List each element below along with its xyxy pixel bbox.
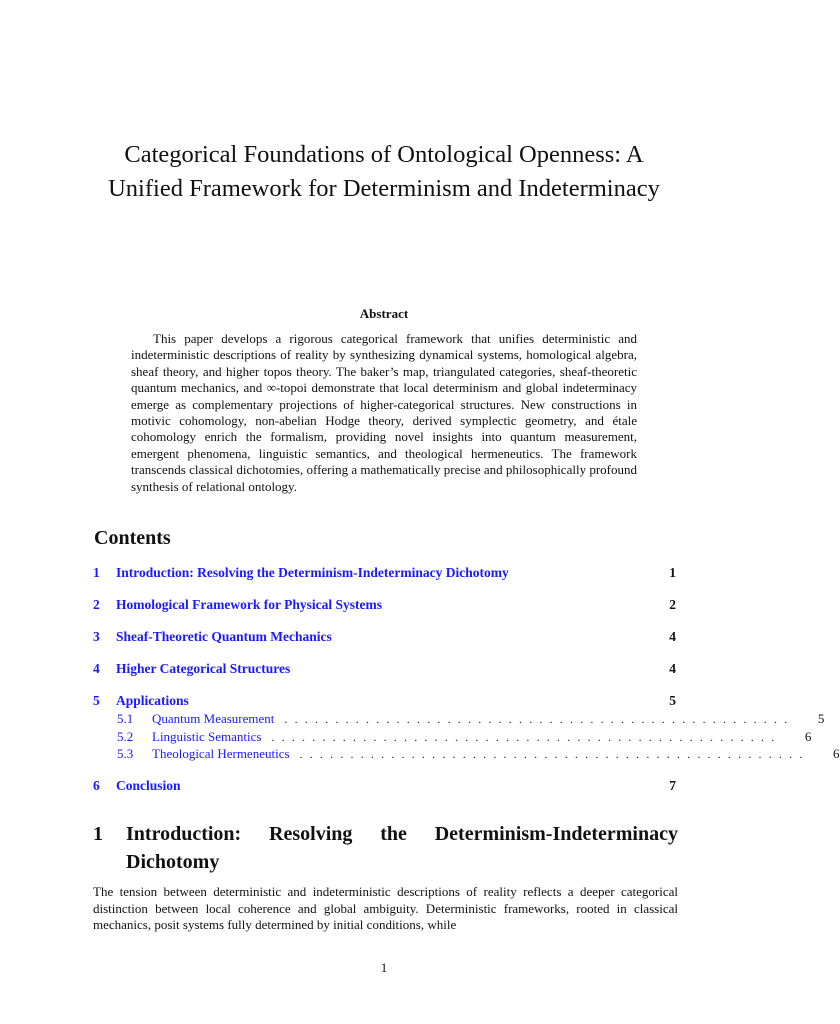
toc-entry-4[interactable]	[93, 661, 676, 679]
abstract-text: This paper develops a rigorous categorical framework that unifies deterministic and indeterministic descriptions of reality by synthesizing dynamical systems, homological algebra, sheaf theory, and higher topos theory. The baker’s map, triangulated categories, sheaf-theoretic quantum mechanics, and ∞-topoi demonstrate that local determinism and global indeterminacy emerge as complementary projections of higher-categorical structures. New constructions in motivic cohomology, non-abelian Hodge theory, derived symplectic geometry, and étale cohomology enrich the formalism, providing novel insights into quantum measurement, emergent phenomena, linguistic semantics, and theological hermeneutics. The framework transcends classical dichotomies, offering a mathematically precise and philosophically profound synthesis of relational ontology.	[131, 331, 637, 494]
toc-entry-5[interactable]	[93, 693, 676, 711]
toc-entry-page: 4	[669, 661, 676, 676]
toc-subentry-link[interactable]: Linguistic Semantics	[152, 729, 262, 744]
toc-entry-3[interactable]	[93, 629, 676, 647]
toc-entry-number: 1	[93, 565, 100, 580]
toc-entry-link[interactable]: Sheaf-Theoretic Quantum Mechanics	[116, 629, 332, 644]
section-title: Introduction: Resolving the Determinism-Indeterminacy Dichotomy	[126, 823, 678, 873]
toc-entry-number: 4	[93, 661, 100, 676]
toc-subentry-link[interactable]: Theological Hermeneutics	[152, 746, 290, 761]
paper-title: Categorical Foundations of Ontological Openness: A Unified Framework for Determinism and Indeterminacy	[108, 141, 660, 202]
toc-subentry-link[interactable]: Quantum Measurement	[152, 711, 275, 726]
toc-entry-number: 2	[93, 597, 100, 612]
toc-entry-1[interactable]	[93, 565, 676, 583]
section-number: 1	[93, 823, 103, 845]
toc-entry-5-1[interactable]	[93, 711, 825, 729]
toc-entry-number: 5	[93, 693, 100, 708]
toc-entry-link[interactable]: Applications	[116, 693, 189, 708]
toc-entry-page: 7	[669, 778, 676, 793]
toc-entry-link[interactable]: Higher Categorical Structures	[116, 661, 291, 676]
abstract-heading: Abstract	[359, 306, 409, 321]
toc-entry-link[interactable]: Homological Framework for Physical Systems	[116, 597, 382, 612]
toc-entry-page: 5	[669, 693, 676, 708]
toc-entry-number: 3	[93, 629, 100, 644]
toc-subentry-page: 5	[817, 711, 825, 726]
toc-entry-page: 4	[669, 629, 676, 644]
contents-heading: Contents	[94, 527, 171, 549]
section-body-text: The tension between deterministic and indeterministic descriptions of reality reflects a deeper categorical distinction between local coherence and global ambiguity. Deterministic frameworks, rooted in classical mechanics, posit systems fully determined by initial conditions, while	[93, 884, 678, 932]
toc-subentry-number: 5.1	[117, 711, 134, 726]
page-number: 1	[380, 960, 388, 975]
toc-leader-dots: ..................................................	[271, 730, 782, 744]
toc-entry-number: 6	[93, 778, 100, 793]
toc-entry-6[interactable]	[93, 778, 676, 796]
toc-entry-page: 2	[669, 597, 676, 612]
toc-subentry-page: 6	[833, 746, 840, 761]
toc-subentry-number: 5.3	[117, 746, 134, 761]
toc-entry-5-3[interactable]	[93, 746, 840, 764]
toc-subentry-number: 5.2	[117, 729, 134, 744]
toc-entry-5-2[interactable]	[93, 729, 812, 747]
toc-subentry-page: 6	[804, 729, 812, 744]
toc-entry-page: 1	[669, 565, 676, 580]
section-heading	[93, 820, 678, 876]
toc-leader-dots: ..................................................	[284, 712, 795, 726]
toc-entry-link[interactable]: Introduction: Resolving the Determinism-Indeterminacy Dichotomy	[116, 565, 509, 580]
toc-leader-dots: ..................................................	[299, 747, 810, 761]
toc-entry-link[interactable]: Conclusion	[116, 778, 181, 793]
toc-entry-2[interactable]	[93, 597, 676, 615]
